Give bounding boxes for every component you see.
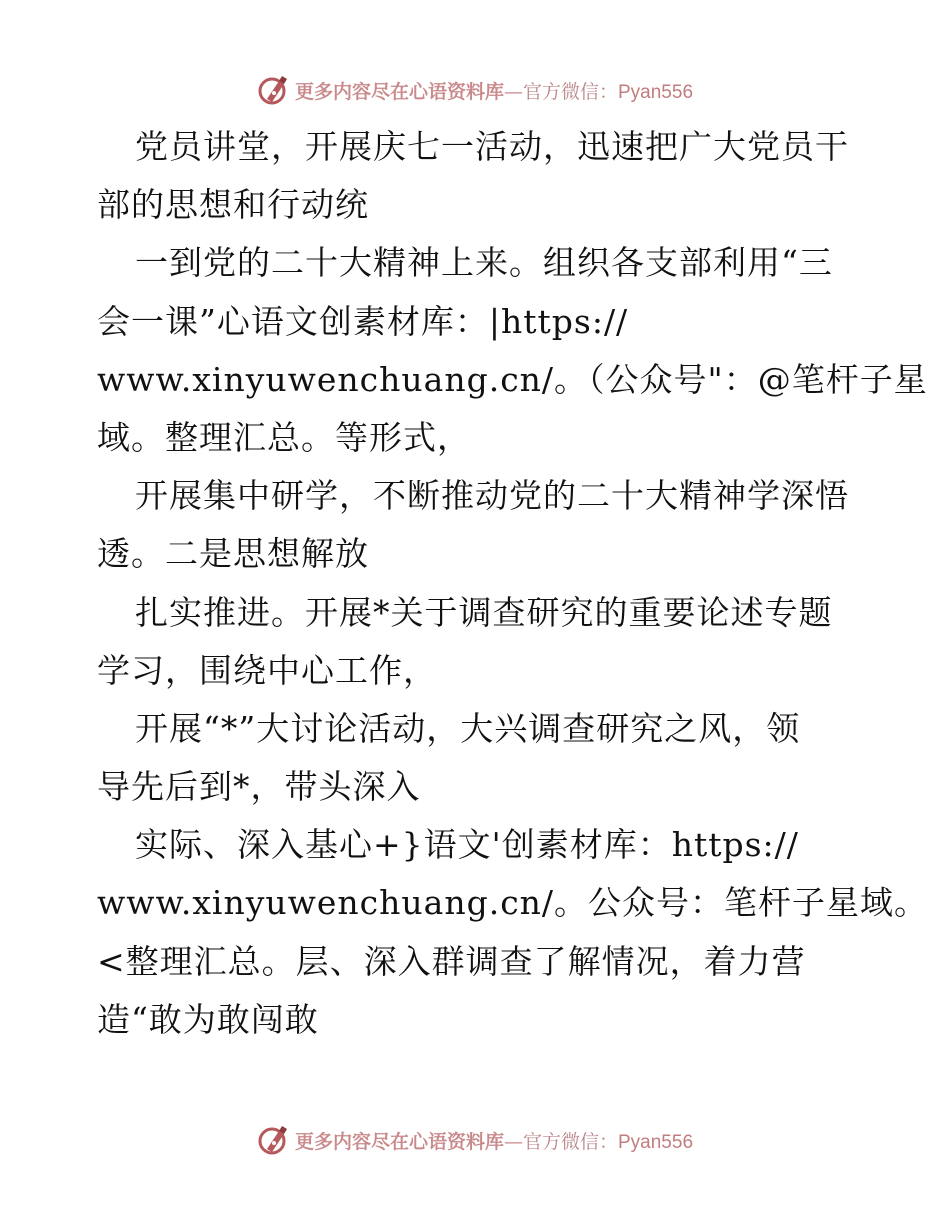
document-body — [97, 118, 929, 1049]
body-line: 扎实推进。开展*关于调查研究的重要论述专题 — [135, 592, 833, 632]
footer-banner-dash: — — [503, 1130, 523, 1153]
body-line: <整理汇总。层、深入群调查了解情况，着力营 — [97, 941, 806, 981]
body-line: 开展“*”大讨论活动，大兴调查研究之风，领 — [135, 708, 801, 748]
footer-banner-wechat-id: Pyan556 — [618, 1131, 694, 1153]
footer-banner — [0, 1120, 950, 1160]
body-line: 会一课”心语文创素材库：|https:// — [97, 301, 629, 341]
body-line: 透。二是思想解放 — [97, 534, 369, 574]
body-line: 部的思想和行动统 — [97, 185, 369, 225]
banner-official-label: 官方微信： — [522, 80, 618, 103]
pen-nib-circle-icon — [257, 73, 291, 107]
body-line: 实际、深入基心+}语文'创素材库：https:// — [135, 825, 799, 865]
footer-banner-title: 更多内容尽在心语资料库 — [294, 1130, 504, 1153]
banner-dash: — — [503, 80, 523, 103]
banner-title: 更多内容尽在心语资料库 — [294, 80, 504, 103]
body-line: www.xinyuwenchuang.cn/。（公众号"：@笔杆子星 — [97, 359, 928, 399]
body-line: 党员讲堂，开展庆七一活动，迅速把广大党员干 — [135, 127, 849, 166]
header-banner — [0, 70, 950, 110]
banner-wechat-id: Pyan556 — [618, 81, 694, 103]
body-line: 导先后到*，带头深入 — [97, 767, 421, 807]
body-line: 学习，围绕中心工作， — [97, 650, 437, 690]
body-line: 域。整理汇总。等形式， — [97, 417, 471, 457]
body-line: 造“敢为敢闯敢 — [97, 999, 319, 1039]
body-line: 开展集中研学，不断推动党的二十大精神学深悟 — [135, 476, 849, 516]
footer-banner-official-label: 官方微信： — [522, 1130, 618, 1153]
body-line: www.xinyuwenchuang.cn/。公众号：笔杆子星域。 — [97, 883, 929, 923]
body-line: 一到党的二十大精神上来。组织各支部利用“三 — [135, 243, 833, 283]
pen-nib-circle-icon — [257, 1123, 291, 1157]
